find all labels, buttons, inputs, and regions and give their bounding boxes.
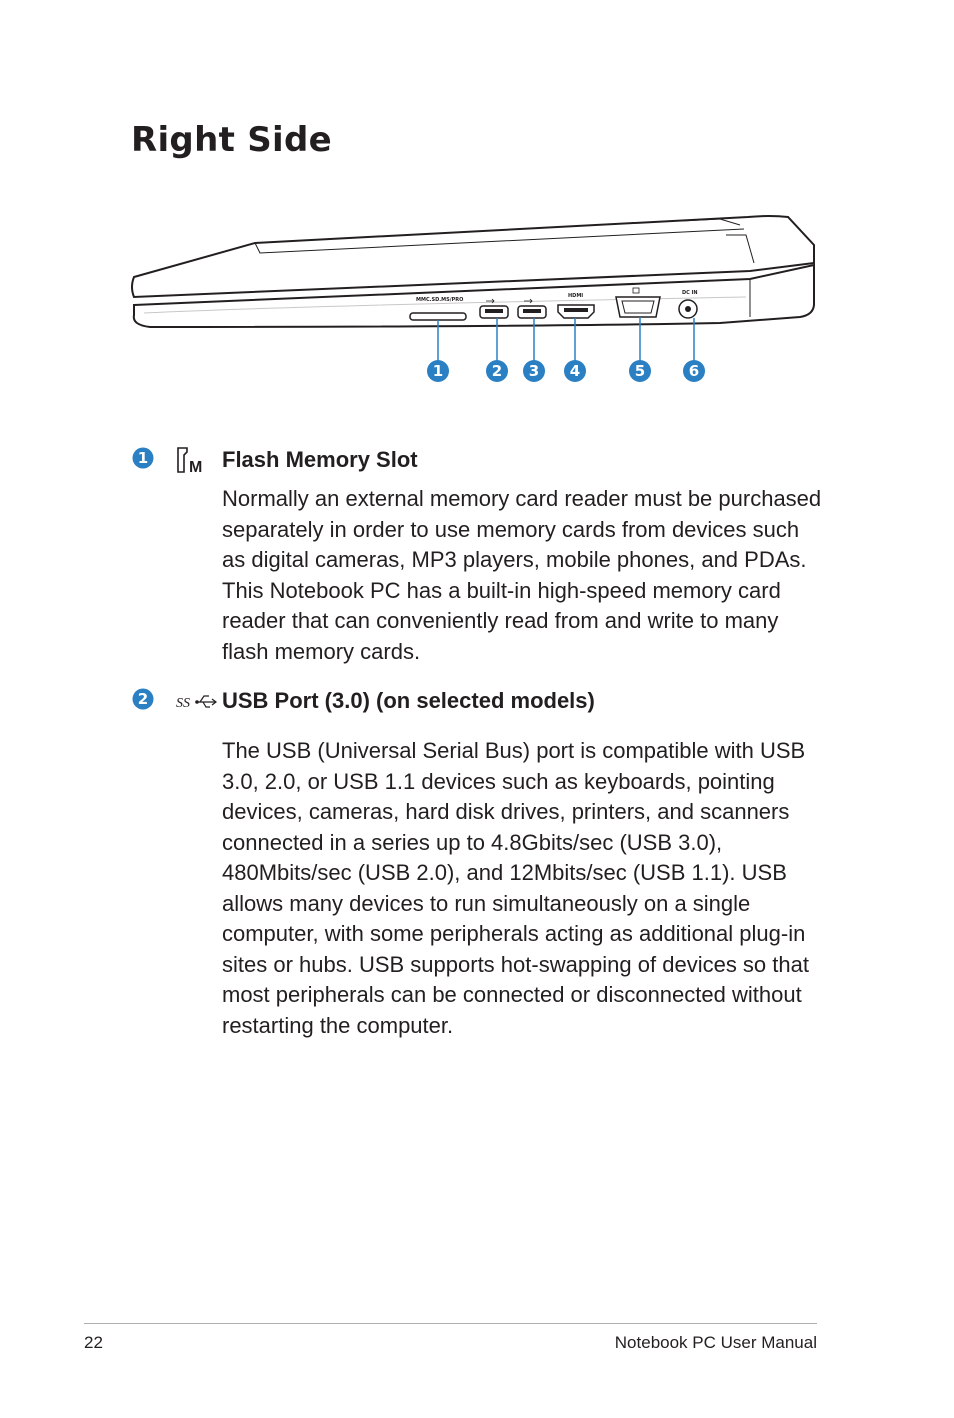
svg-text:1: 1 — [137, 449, 149, 467]
notebook-right-side-diagram — [120, 205, 830, 400]
svg-text:1: 1 — [432, 362, 444, 380]
item-heading: Flash Memory Slot — [222, 447, 418, 472]
item-body: Normally an external memory card reader must be purchased separately in order to use memory cards from devices such as digital cameras, MP3 players, mobile phones, and PDAs. This Notebook PC has a built-in high-speed memory card reader that can conveniently read from and write to many flash memory cards. — [222, 486, 822, 664]
item-heading: USB Port (3.0) (on selected models) — [222, 688, 595, 713]
card-reader-label: MMC.SD.MS/PRO — [416, 297, 464, 303]
svg-text:3: 3 — [528, 362, 540, 380]
svg-text:M: M — [189, 459, 203, 475]
svg-text:2: 2 — [137, 690, 149, 708]
svg-text:5: 5 — [634, 362, 646, 380]
item-body: The USB (Universal Serial Bus) port is compatible with USB 3.0, 2.0, or USB 1.1 devices such as keyboards, pointing devices, cameras, hard disk drives, printers, and scanners connected in a series up to 4.8Gbits/sec (USB 3.0), 480Mbits/sec (USB 2.0), and 12Mbits/sec (USB 1.1). USB allows many devices to run simultaneously on a single computer, with some peripherals acting as additional plug-in sites or hubs. USB supports hot-swapping of devices so that most peripherals can be connected or disconnected without restarting the computer. — [222, 738, 809, 1038]
callout-5 — [629, 360, 651, 382]
memory-card-icon — [175, 445, 205, 480]
callout-1 — [427, 360, 449, 382]
svg-text:6: 6 — [688, 362, 700, 380]
svg-text:SS: SS — [176, 696, 190, 711]
hdmi-label: HDMI — [568, 293, 584, 299]
footer-page-number: 22 — [84, 1333, 103, 1352]
dc-in-label: DC IN — [682, 290, 698, 296]
footer-rule — [84, 1323, 817, 1324]
callout-2 — [486, 360, 508, 382]
callout-6 — [683, 360, 705, 382]
footer-manual-title: Notebook PC User Manual — [614, 1333, 817, 1352]
usb-superspeed-icon — [175, 690, 219, 717]
item-number-badge — [132, 688, 154, 710]
callout-4 — [564, 360, 586, 382]
callout-3 — [523, 360, 545, 382]
vga-port — [616, 297, 660, 317]
page-title: Right Side — [131, 120, 333, 160]
svg-text:2: 2 — [491, 362, 503, 380]
card-reader-slot — [410, 313, 466, 320]
svg-text:4: 4 — [569, 362, 581, 380]
item-number-badge — [132, 447, 154, 469]
